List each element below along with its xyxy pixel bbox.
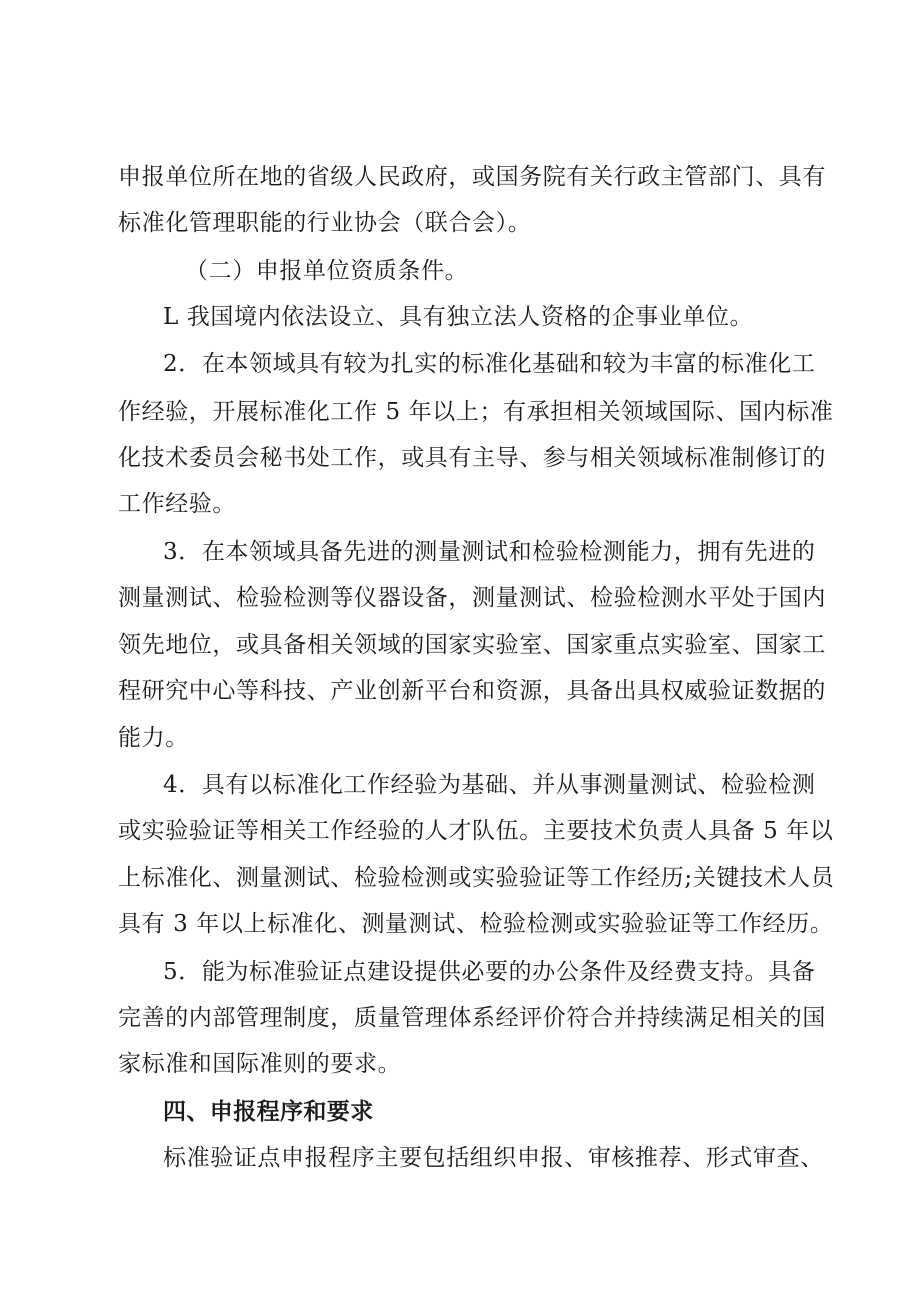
paragraph-line: 家标准和国际准则的要求。 [118,1051,402,1077]
paragraph-line: 程研究中心等科技、产业创新平台和资源，具备出具权威验证数据的 [118,678,826,704]
paragraph-line: 领先地位，或具备相关领域的国家实验室、国家重点实验室、国家工 [118,632,826,658]
subheading-qualification: （二）申报单位资质条件。 [185,258,469,284]
paragraph-line: 完善的内部管理制度，质量管理体系经评价符合并持续满足相关的国 [118,1005,826,1031]
paragraph-line: 测量测试、检验检测等仪器设备，测量测试、检验检测水平处于国内 [118,585,826,611]
paragraph-line: 具有 3 年以上标准化、测量测试、检验检测或实验验证等工作经历。 [118,911,834,937]
paragraph-line: 或实验验证等相关工作经验的人才队伍。主要技术负责人具备 5 年以 [118,818,834,844]
paragraph-line: 标准化管理职能的行业协会（联合会）。 [118,210,532,236]
section-heading: 四、申报程序和要求 [163,1099,374,1125]
paragraph-line: 上标准化、测量测试、检验检测或实验验证等工作经历;关键技术人员 [118,865,835,891]
paragraph-line: 工作经验。 [118,491,236,517]
list-item-4: 4．具有以标准化工作经验为基础、并从事测量测试、检验检测 [163,772,816,798]
list-item-1: L 我国境内依法设立、具有独立法人资格的企事业单位。 [163,304,754,330]
paragraph-line: 标准验证点申报程序主要包括组织申报、审核推荐、形式审查、 [163,1145,824,1171]
list-item-3: 3．在本领域具备先进的测量测试和检验检测能力，拥有先进的 [163,539,816,565]
list-item-2: 2．在本领域具有较为扎实的标准化基础和较为丰富的标准化工 [163,351,816,377]
list-item-5: 5．能为标准验证点建设提供必要的办公条件及经费支持。具备 [163,959,816,985]
paragraph-line: 申报单位所在地的省级人民政府，或国务院有关行政主管部门、具有 [118,164,826,190]
paragraph-line: 能力。 [118,725,189,751]
paragraph-line: 作经验，开展标准化工作 5 年以上；有承担相关领域国际、国内标准 [118,399,834,425]
paragraph-line: 化技术委员会秘书处工作，或具有主导、参与相关领域标准制修订的 [118,445,826,471]
